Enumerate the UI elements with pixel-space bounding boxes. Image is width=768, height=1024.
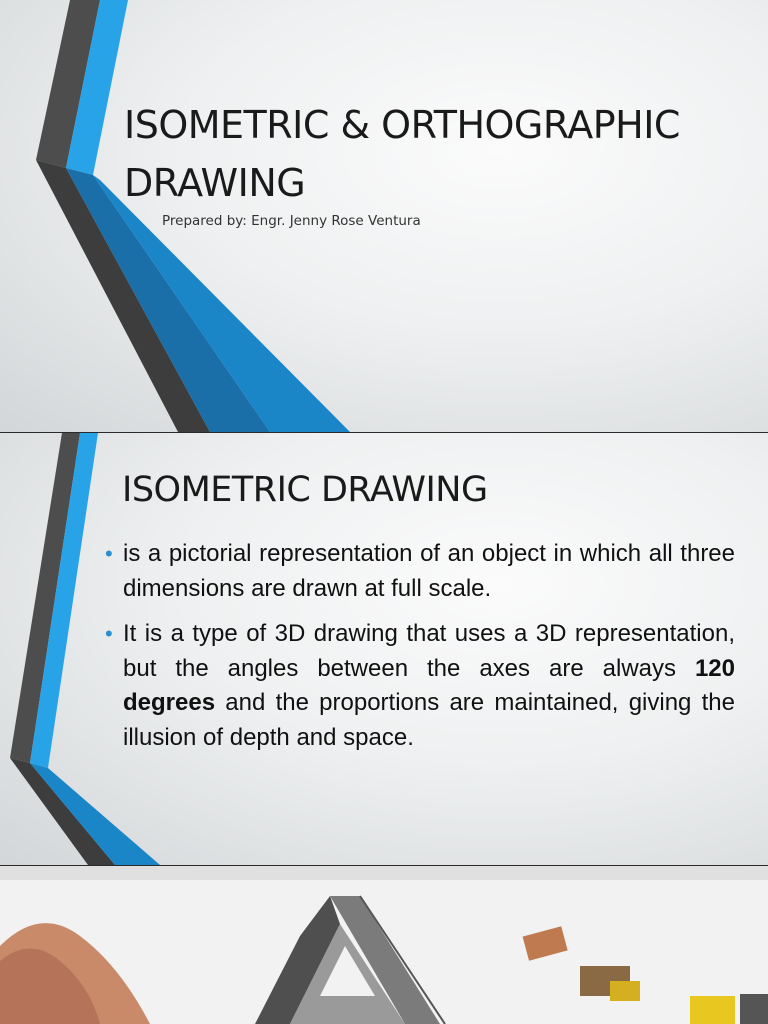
bullet-text-end: and the proportions are maintained, giving the illusion of depth and space. (123, 689, 735, 751)
bullet-icon: • (105, 541, 113, 566)
slide-heading: ISOMETRIC DRAWING (122, 470, 488, 510)
bullet-icon: • (105, 621, 113, 646)
author-subtitle: Prepared by: Engr. Jenny Rose Ventura (162, 213, 421, 229)
bullet-text-emphasis: 120 degrees (123, 654, 735, 716)
bullet-item (105, 617, 735, 755)
bullet-list (105, 537, 735, 766)
bullet-text-start: It is a type of 3D drawing that uses a 3D representation, but the angles between the axes are always (123, 620, 735, 682)
isometric-photo (0, 866, 768, 1024)
bullet-item (105, 537, 735, 606)
presentation-title: ISOMETRIC & ORTHOGRAPHIC DRAWING (124, 103, 680, 205)
photo-slide (0, 866, 768, 1024)
bullet-text: is a pictorial representation of an object in which all three dimensions are drawn at full scale. (123, 540, 735, 602)
title-slide (0, 0, 768, 432)
